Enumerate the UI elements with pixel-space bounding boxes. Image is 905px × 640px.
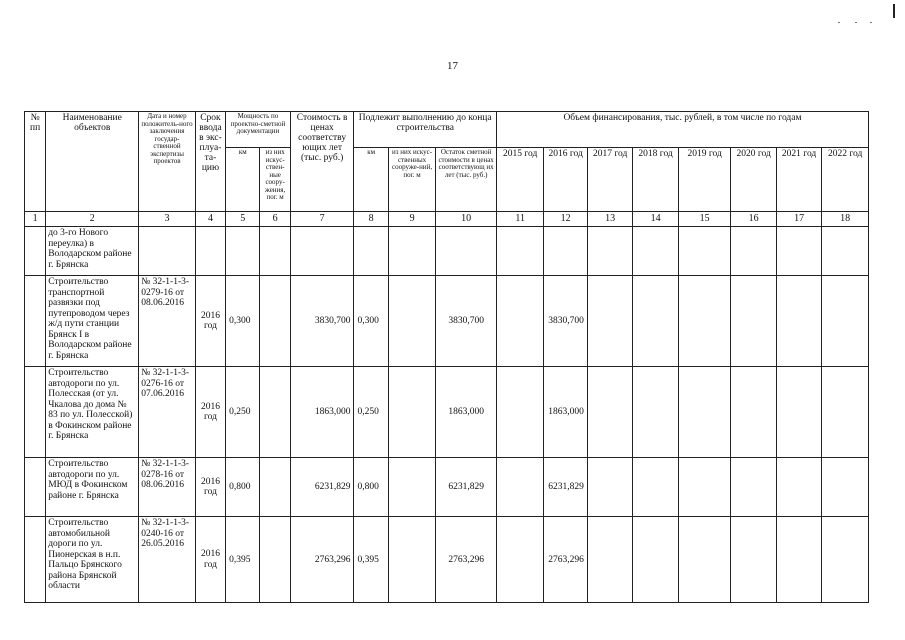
remaining-balance: 3830,700 — [436, 276, 497, 367]
header-financing: Объем финансирования, тыс. рублей, в том числе по годам — [496, 112, 868, 148]
financing-2017 — [587, 517, 632, 603]
remaining-km: 0,300 — [354, 276, 388, 367]
header-cost: Стоимость в ценах соответству ющих лет (тыс. руб.) — [290, 112, 354, 212]
financing-2019 — [678, 276, 731, 367]
financing-2021 — [776, 517, 821, 603]
financing-2021 — [776, 458, 821, 517]
corner-mark — [893, 4, 895, 18]
column-number: 11 — [496, 212, 544, 227]
commission-term: 2016 год — [195, 517, 225, 603]
financing-2022 — [822, 227, 869, 276]
financing-2019 — [678, 458, 731, 517]
header-year: 2020 год — [731, 148, 776, 212]
capacity-km: 0,250 — [226, 367, 260, 458]
header-rem-art: из них искус-ственных сооруже-ний, пог. м — [388, 148, 436, 212]
remaining-art — [388, 276, 436, 367]
financing-2022 — [822, 367, 869, 458]
header-capacity-km: км — [226, 148, 260, 212]
cost: 6231,829 — [290, 458, 354, 517]
remaining-km — [354, 227, 388, 276]
column-number: 3 — [139, 212, 196, 227]
column-number: 6 — [260, 212, 290, 227]
remaining-km: 0,395 — [354, 517, 388, 603]
financing-2021 — [776, 227, 821, 276]
column-number: 4 — [195, 212, 225, 227]
column-number: 14 — [633, 212, 678, 227]
commission-term — [195, 227, 225, 276]
financing-2018 — [633, 367, 678, 458]
column-number: 15 — [678, 212, 731, 227]
row-cell-empty — [25, 276, 46, 367]
financing-2019 — [678, 367, 731, 458]
remaining-art — [388, 367, 436, 458]
column-number: 7 — [290, 212, 354, 227]
row-cell-empty — [25, 227, 46, 276]
financing-2017 — [587, 367, 632, 458]
financing-2020 — [731, 517, 776, 603]
construction-financing-table — [24, 111, 869, 603]
header-remaining: Подлежит выполнению до конца строительства — [354, 112, 497, 148]
column-number: 16 — [731, 212, 776, 227]
remaining-balance: 1863,000 — [436, 367, 497, 458]
object-name: Строительство автомобильной дороги по ул. Пионерская в н.п. Пальцо Брянского района Брянской области — [46, 517, 139, 603]
financing-2016 — [544, 227, 587, 276]
capacity-art — [260, 458, 290, 517]
row-cell-empty — [25, 367, 46, 458]
column-number: 1 — [25, 212, 46, 227]
row-cell-empty — [25, 517, 46, 603]
header-expertise: Дата и номер положитель-ного заключения государ-ственной экспертизы проектов — [139, 112, 196, 212]
financing-2015 — [496, 276, 544, 367]
column-number: 12 — [544, 212, 587, 227]
scan-speck — [838, 22, 840, 23]
object-name: Строительство автодороги по ул. МЮД в Фокинском районе г. Брянска — [46, 458, 139, 517]
remaining-art — [388, 458, 436, 517]
financing-2018 — [633, 227, 678, 276]
column-number: 10 — [436, 212, 497, 227]
column-number: 9 — [388, 212, 436, 227]
capacity-km: 0,395 — [226, 517, 260, 603]
table-row — [25, 276, 869, 367]
header-num: № пп — [25, 112, 46, 212]
header-row-top — [25, 112, 869, 148]
financing-2022 — [822, 517, 869, 603]
financing-2021 — [776, 367, 821, 458]
financing-2017 — [587, 227, 632, 276]
financing-2020 — [731, 276, 776, 367]
remaining-balance: 6231,829 — [436, 458, 497, 517]
column-number: 8 — [354, 212, 388, 227]
financing-2021 — [776, 276, 821, 367]
expertise-ref: № 32-1-1-3-0240-16 от 26.05.2016 — [139, 517, 196, 603]
capacity-km: 0,800 — [226, 458, 260, 517]
column-number-row — [25, 212, 869, 227]
expertise-ref — [139, 227, 196, 276]
commission-term: 2016 год — [195, 367, 225, 458]
financing-2019 — [678, 227, 731, 276]
remaining-km: 0,250 — [354, 367, 388, 458]
header-term: Срок ввода в экс-плуа-та-цию — [195, 112, 225, 212]
header-rem-balance: Остаток сметной стоимости в ценах соответствующ их лет (тыс. руб.) — [436, 148, 497, 212]
expertise-ref: № 32-1-1-3-0279-16 от 08.06.2016 — [139, 276, 196, 367]
financing-2022 — [822, 276, 869, 367]
expertise-ref: № 32-1-1-3-0276-16 от 07.06.2016 — [139, 367, 196, 458]
scan-speck — [870, 22, 872, 23]
commission-term: 2016 год — [195, 276, 225, 367]
column-number: 18 — [822, 212, 869, 227]
financing-2020 — [731, 367, 776, 458]
capacity-km — [226, 227, 260, 276]
column-number: 17 — [776, 212, 821, 227]
financing-2020 — [731, 458, 776, 517]
header-year: 2019 год — [678, 148, 731, 212]
header-name: Наименование объектов — [46, 112, 139, 212]
table-row — [25, 458, 869, 517]
financing-2015 — [496, 367, 544, 458]
column-number: 13 — [587, 212, 632, 227]
financing-2015 — [496, 227, 544, 276]
financing-2018 — [633, 458, 678, 517]
remaining-art — [388, 227, 436, 276]
financing-2017 — [587, 458, 632, 517]
remaining-balance — [436, 227, 497, 276]
cost: 3830,700 — [290, 276, 354, 367]
cost: 2763,296 — [290, 517, 354, 603]
cost — [290, 227, 354, 276]
scan-speck — [855, 22, 857, 23]
financing-2016: 1863,000 — [544, 367, 587, 458]
header-capacity: Мощность по проектно-сметной документации — [226, 112, 291, 148]
remaining-km: 0,800 — [354, 458, 388, 517]
header-year: 2015 год — [496, 148, 544, 212]
header-capacity-art: из них искус-ствен-ные соору-жения, пог. м — [260, 148, 290, 212]
capacity-km: 0,300 — [226, 276, 260, 367]
financing-2018 — [633, 517, 678, 603]
table-row — [25, 227, 869, 276]
header-year: 2022 год — [822, 148, 869, 212]
object-name: Строительство транспортной развязки под путепроводом через ж/д пути станции Брянск I в Володарском районе г. Брянска — [46, 276, 139, 367]
header-year: 2021 год — [776, 148, 821, 212]
header-year: 2016 год — [544, 148, 587, 212]
remaining-balance: 2763,296 — [436, 517, 497, 603]
capacity-art — [260, 517, 290, 603]
page-number: 17 — [447, 60, 458, 72]
financing-2015 — [496, 517, 544, 603]
financing-2016: 6231,829 — [544, 458, 587, 517]
table-row — [25, 517, 869, 603]
header-year: 2017 год — [587, 148, 632, 212]
object-name: Строительство автодороги по ул. Полесская (от ул. Чкалова до дома № 83 по ул. Полесской) в Фокинском районе г. Брянска — [46, 367, 139, 458]
remaining-art — [388, 517, 436, 603]
column-number: 2 — [46, 212, 139, 227]
expertise-ref: № 32-1-1-3-0278-16 от 08.06.2016 — [139, 458, 196, 517]
financing-2022 — [822, 458, 869, 517]
object-name: до 3-го Нового переулка) в Володарском районе г. Брянска — [46, 227, 139, 276]
financing-2020 — [731, 227, 776, 276]
commission-term: 2016 год — [195, 458, 225, 517]
column-number: 5 — [226, 212, 260, 227]
financing-2015 — [496, 458, 544, 517]
financing-2017 — [587, 276, 632, 367]
table-row — [25, 367, 869, 458]
cost: 1863,000 — [290, 367, 354, 458]
financing-2016: 3830,700 — [544, 276, 587, 367]
capacity-art — [260, 227, 290, 276]
capacity-art — [260, 367, 290, 458]
financing-2019 — [678, 517, 731, 603]
header-year: 2018 год — [633, 148, 678, 212]
capacity-art — [260, 276, 290, 367]
financing-2018 — [633, 276, 678, 367]
row-cell-empty — [25, 458, 46, 517]
header-rem-km: км — [354, 148, 388, 212]
financing-2016: 2763,296 — [544, 517, 587, 603]
